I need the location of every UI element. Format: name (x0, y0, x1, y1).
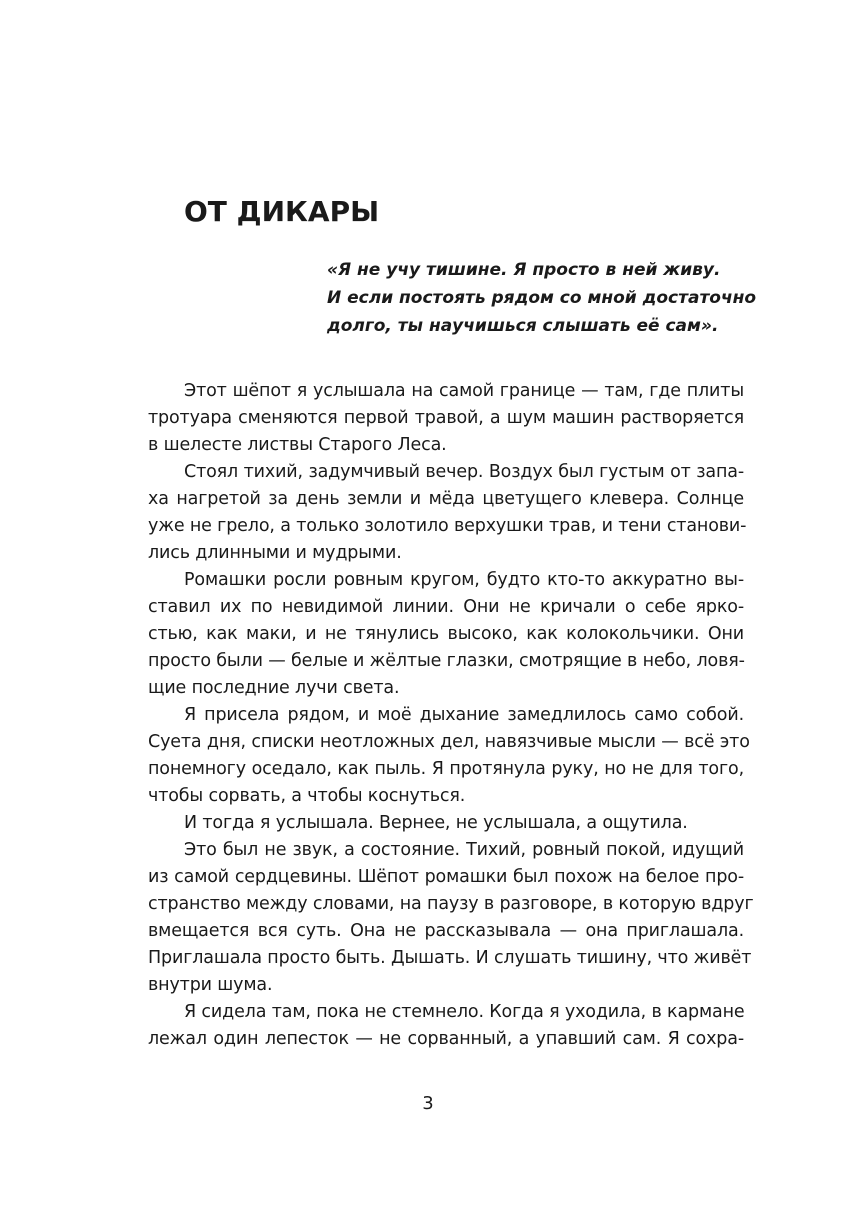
paragraph (148, 999, 744, 1053)
paragraph (148, 459, 747, 567)
chapter-title: ОТ ДИКАРЫ (184, 195, 380, 228)
text-line: ставил их по невидимой линии. Они не кричали о себе ярко- (148, 597, 744, 617)
paragraph (148, 378, 744, 459)
text-line: из самой сердцевины. Шёпот ромашки был похож на белое про- (148, 867, 744, 887)
text-line: уже не грело, а только золотило верхушки трав, и тени станови- (148, 516, 747, 536)
paragraph (148, 567, 744, 702)
epigraph-line: «Я не учу тишине. Я просто в ней живу. (327, 260, 721, 280)
text-line: Приглашала просто быть. Дышать. И слушать тишину, что живёт (148, 948, 752, 968)
text-line: щие последние лучи света. (148, 678, 400, 698)
text-line: Я сидела там, пока не стемнело. Когда я уходила, в кармане (184, 1002, 745, 1022)
epigraph-line: И если постоять рядом со мной достаточно (327, 288, 757, 308)
text-line: Это был не звук, а состояние. Тихий, ровный покой, идущий (184, 840, 744, 860)
text-line: И тогда я услышала. Вернее, не услышала, а ощутила. (184, 813, 688, 833)
paragraph (148, 702, 750, 810)
paragraph (148, 810, 744, 837)
text-line: Я присела рядом, и моё дыхание замедлилось само собой. (184, 705, 744, 725)
text-line: Стоял тихий, задумчивый вечер. Воздух был густым от запа- (184, 462, 744, 482)
text-line: чтобы сорвать, а чтобы коснуться. (148, 786, 466, 806)
body-text (148, 378, 754, 1053)
text-line: стью, как маки, и не тянулись высоко, как колокольчики. Они (148, 624, 744, 644)
text-line: ха нагретой за день земли и мёда цветущего клевера. Солнце (148, 489, 744, 509)
text-line: в шелесте листвы Старого Леса. (148, 435, 447, 455)
text-line: внутри шума. (148, 975, 273, 995)
text-line: тротуара сменяются первой травой, а шум машин растворяется (148, 408, 744, 428)
paragraph (148, 837, 754, 999)
text-line: Суета дня, списки неотложных дел, навязчивые мысли — всё это (148, 732, 750, 752)
epigraph (327, 256, 757, 340)
page-number: 3 (422, 1093, 434, 1114)
text-line: просто были — белые и жёлтые глазки, смотрящие в небо, ловя- (148, 651, 745, 671)
text-line: Этот шёпот я услышала на самой границе — там, где плиты (184, 381, 744, 401)
text-line: странство между словами, на паузу в разговоре, в которую вдруг (148, 894, 754, 914)
text-line: лежал один лепесток — не сорванный, а упавший сам. Я сохра- (148, 1029, 744, 1049)
epigraph-line: долго, ты научишься слышать её сам». (327, 316, 719, 336)
text-line: лись длинными и мудрыми. (148, 543, 402, 563)
text-line: Ромашки росли ровным кругом, будто кто-то аккуратно вы- (184, 570, 744, 590)
text-line: вмещается вся суть. Она не рассказывала — она приглашала. (148, 921, 744, 941)
text-line: понемногу оседало, как пыль. Я протянула руку, но не для того, (148, 759, 744, 779)
